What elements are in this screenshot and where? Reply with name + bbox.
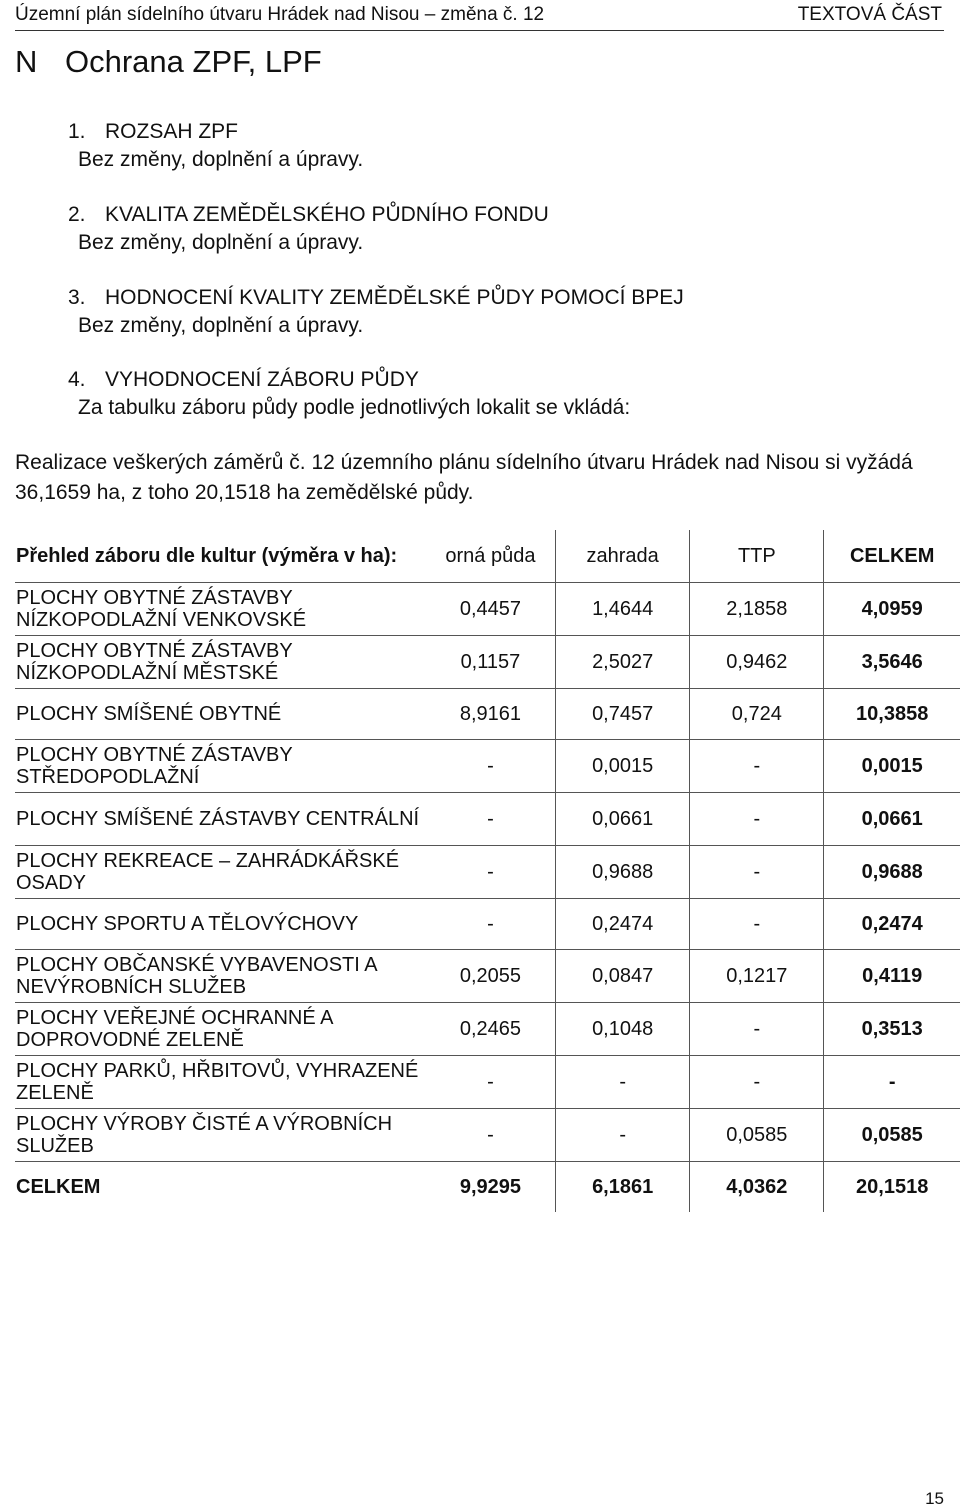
cell-total: 0,0661 (824, 793, 960, 846)
cell-value: - (690, 846, 824, 899)
section-number: 4. (68, 368, 86, 391)
cell-value: - (487, 755, 494, 777)
cell-value: 0,1217 (690, 950, 824, 1003)
cell-total: - (824, 1056, 960, 1109)
cell-value: - (487, 1071, 494, 1093)
cell-value: 2,5027 (555, 636, 689, 689)
cell-value: 0,1157 (460, 651, 521, 673)
row-name: PLOCHY SMÍŠENÉ ZÁSTAVBY CENTRÁLNÍ (16, 808, 420, 830)
section-number: 1. (68, 120, 86, 143)
summary-paragraph: Realizace veškerých záměrů č. 12 územního plánu sídelního útvaru Hrádek nad Nisou si vyžádá 36,1659 ha, z toho 20,1518 ha zemědělské půdy. (15, 451, 913, 504)
document-part: TEXTOVÁ ČÁST (797, 4, 942, 25)
grand-total-value: 20,1518 (824, 1162, 960, 1213)
row-name: PLOCHY VEŘEJNÉ OCHRANNÉ A DOPROVODNÉ ZELENĚ (16, 1007, 333, 1051)
section-body: Za tabulku záboru půdy podle jednotlivých lokalit se vkládá: (78, 396, 631, 419)
row-name: PLOCHY OBČANSKÉ VYBAVENOSTI A NEVÝROBNÍCH SLUŽEB (16, 954, 377, 998)
table-total-row (15, 1162, 960, 1213)
cell-value: 0,0015 (555, 740, 689, 793)
cell-value: 1,4644 (555, 583, 689, 636)
cell-value: 0,7457 (555, 689, 689, 740)
cell-value: 8,9161 (459, 703, 521, 725)
cell-total: 3,5646 (824, 636, 960, 689)
row-name: PLOCHY PARKŮ, HŘBITOVŮ, VYHRAZENÉ ZELENĚ (16, 1060, 419, 1104)
cell-value: 0,0585 (690, 1109, 824, 1162)
table-header-col: CELKEM (824, 530, 960, 583)
cell-total: 10,3858 (824, 689, 960, 740)
section-1 (68, 118, 363, 174)
land-take-table-wrapper (15, 530, 960, 1212)
cell-value: - (487, 1124, 494, 1146)
land-take-table (15, 530, 960, 1212)
cell-value: 0,0847 (555, 950, 689, 1003)
chapter-title (15, 44, 322, 80)
table-row (15, 689, 960, 740)
cell-value: 0,2055 (459, 965, 521, 987)
cell-value: - (690, 1056, 824, 1109)
table-header-col: TTP (690, 530, 824, 583)
section-2 (68, 201, 549, 257)
cell-total: 0,3513 (824, 1003, 960, 1056)
cell-value: - (487, 913, 494, 935)
document-title: Územní plán sídelního útvaru Hrádek nad Nisou – změna č. 12 (15, 4, 545, 25)
section-3 (68, 284, 684, 340)
row-name: PLOCHY VÝROBY ČISTÉ A VÝROBNÍCH SLUŽEB (16, 1113, 393, 1157)
row-name: PLOCHY OBYTNÉ ZÁSTAVBY STŘEDOPODLAŽNÍ (16, 744, 293, 788)
cell-total: 0,9688 (824, 846, 960, 899)
cell-value: 0,9462 (690, 636, 824, 689)
total-value: 6,1861 (555, 1162, 689, 1213)
cell-total: 0,0015 (824, 740, 960, 793)
section-heading: VYHODNOCENÍ ZÁBORU PŮDY (105, 368, 419, 391)
table-row (15, 1003, 960, 1056)
section-body: Bez změny, doplnění a úpravy. (78, 314, 364, 337)
total-value: 9,9295 (459, 1176, 521, 1198)
cell-value: - (487, 861, 494, 883)
section-heading: HODNOCENÍ KVALITY ZEMĚDĚLSKÉ PŮDY POMOCÍ BPEJ (105, 286, 684, 309)
cell-total: 0,2474 (824, 899, 960, 950)
cell-value: - (555, 1109, 689, 1162)
cell-value: - (690, 1003, 824, 1056)
cell-value: 0,2465 (459, 1018, 521, 1040)
table-row (15, 950, 960, 1003)
table-row (15, 899, 960, 950)
table-header-col: orná půda (445, 545, 536, 567)
total-label: CELKEM (16, 1176, 101, 1198)
chapter-title-text: Ochrana ZPF, LPF (65, 44, 322, 79)
page-header (15, 2, 944, 31)
section-heading: KVALITA ZEMĚDĚLSKÉHO PŮDNÍHO FONDU (105, 203, 549, 226)
total-value: 4,0362 (690, 1162, 824, 1213)
row-name: PLOCHY REKREACE – ZAHRÁDKÁŘSKÉ OSADY (16, 850, 400, 894)
cell-value: 0,9688 (555, 846, 689, 899)
table-row (15, 740, 960, 793)
cell-total: 0,4119 (824, 950, 960, 1003)
table-header-name: Přehled záboru dle kultur (výměra v ha): (16, 545, 398, 567)
section-heading: ROZSAH ZPF (105, 120, 239, 143)
table-row (15, 846, 960, 899)
chapter-letter: N (15, 44, 38, 79)
cell-total: 0,0585 (824, 1109, 960, 1162)
cell-total: 4,0959 (824, 583, 960, 636)
section-body: Bez změny, doplnění a úpravy. (78, 148, 364, 171)
cell-value: - (690, 740, 824, 793)
section-number: 3. (68, 286, 86, 309)
section-4 (68, 366, 630, 422)
section-body: Bez změny, doplnění a úpravy. (78, 231, 364, 254)
section-number: 2. (68, 203, 86, 226)
cell-value: 0,0661 (555, 793, 689, 846)
row-name: PLOCHY SPORTU A TĚLOVÝCHOVY (16, 913, 359, 935)
table-header-row (15, 530, 960, 583)
table-row (15, 583, 960, 636)
cell-value: 0,724 (690, 689, 824, 740)
table-row (15, 1109, 960, 1162)
cell-value: - (555, 1056, 689, 1109)
row-name: PLOCHY OBYTNÉ ZÁSTAVBY NÍZKOPODLAŽNÍ MĚSTSKÉ (16, 640, 293, 684)
cell-value: - (690, 793, 824, 846)
cell-value: - (487, 808, 494, 830)
cell-value: - (690, 899, 824, 950)
cell-value: 0,1048 (555, 1003, 689, 1056)
cell-value: 0,2474 (555, 899, 689, 950)
table-header-col: zahrada (555, 530, 689, 583)
table-row (15, 636, 960, 689)
page-number: 15 (925, 1489, 944, 1508)
row-name: PLOCHY OBYTNÉ ZÁSTAVBY NÍZKOPODLAŽNÍ VENKOVSKÉ (16, 587, 307, 631)
cell-value: 0,4457 (459, 598, 521, 620)
cell-value: 2,1858 (690, 583, 824, 636)
table-row (15, 793, 960, 846)
table-row (15, 1056, 960, 1109)
row-name: PLOCHY SMÍŠENÉ OBYTNÉ (16, 703, 282, 725)
